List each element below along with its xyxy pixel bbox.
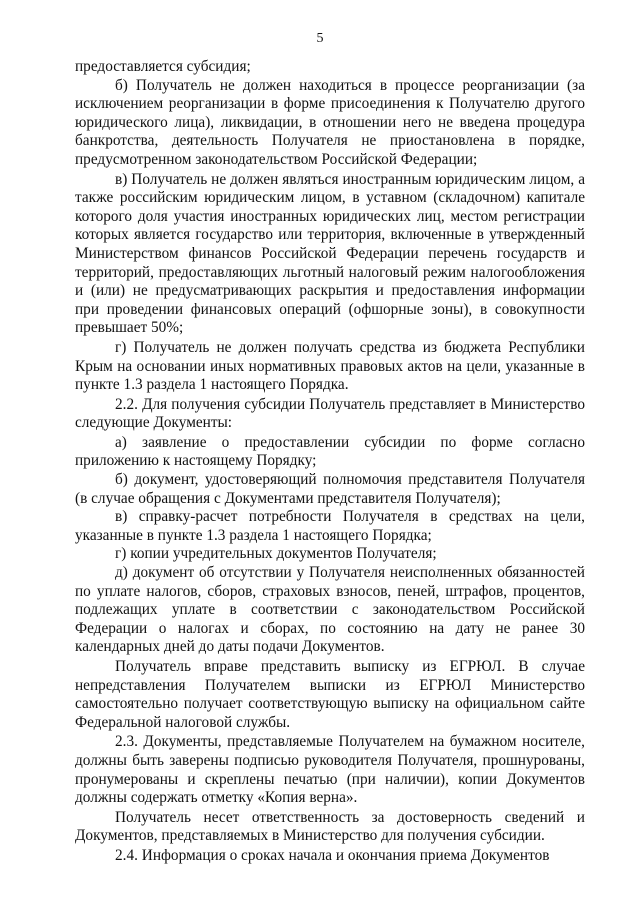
paragraph-egrul: Получатель вправе представить выписку из ЕГРЮЛ. В случае непредставления Получателем выписки из ЕГРЮЛ Министерство самостоятельно получает соответствующую выписку на официальном сайте Федеральной налоговой службы.: [75, 658, 585, 731]
paragraph-continuation: предоставляется субсидия;: [75, 58, 251, 75]
document-body: [75, 58, 585, 866]
paragraph-doc-a: а) заявление о предоставлении субсидии по форме согласно приложению к настоящему Порядку;: [75, 433, 585, 470]
paragraph-doc-g: г) копии учредительных документов Получателя;: [115, 545, 437, 563]
paragraph-doc-b: б) документ, удостоверяющий полномочия представителя Получателя (в случае обращения с Документами представителя Получателя);: [75, 471, 585, 507]
paragraph-item-v: в) Получатель не должен являться иностранным юридическим лицом, а также российским юридическим лицом, в уставном (складочном) капитале которого доля участия иностранных юридических лиц, местом регистрации которых является государство или территория, включенные в утвержденный Министерством финансов Российской Федерации перечень государств и территорий, предоставляющих льготный налоговый режим налогообложения и (или) не предусматривающих раскрытия и предоставления информации при проведении финансовых операций (офшорные зоны), в совокупности превышает 50%;: [75, 170, 585, 337]
paragraph-2-4: 2.4. Информация о сроках начала и окончания приема Документов: [115, 846, 550, 864]
paragraph-item-b: б) Получатель не должен находиться в процессе реорганизации (за исключением реорганизации в форме присоединения к Получателю другого юридического лица), ликвидации, в отношении него не введена процедура банкротства, деятельность Получателя не приостановлена в порядке, предусмотренном законодательством Российской Федерации;: [75, 76, 585, 168]
paragraph-item-g: г) Получатель не должен получать средства из бюджета Республики Крым на основании иных нормативных правовых актов на цели, указанные в пункте 1.3 раздела 1 настоящего Порядка.: [75, 338, 585, 394]
paragraph-2-2: 2.2. Для получения субсидии Получатель представляет в Министерство следующие Документы:: [75, 395, 585, 432]
paragraph-doc-d: д) документ об отсутствии у Получателя неисполненных обязанностей по уплате налогов, сборов, страховых взносов, пеней, штрафов, процентов, подлежащих уплате в соответствии с законодательством Российской Федерации о налогах и сборах, по состоянию на дату не ранее 30 календарных дней до даты подачи Документов.: [75, 564, 585, 656]
paragraph-2-3: 2.3. Документы, представляемые Получателем на бумажном носителе, должны быть заверены подписью руководителя Получателя, прошнурованы, пронумерованы и скреплены печатью (при наличии), копии Документов должны содержать отметку «Копия верна».: [75, 733, 585, 807]
paragraph-responsibility: Получатель несет ответственность за достоверность сведений и Документов, представляемых в Министерство для получения субсидии.: [75, 808, 585, 845]
paragraph-doc-v: в) справку-расчет потребности Получателя в средствах на цели, указанные в пункте 1.3 раздела 1 настоящего Порядка;: [75, 508, 585, 544]
page-number: 5: [316, 31, 324, 46]
